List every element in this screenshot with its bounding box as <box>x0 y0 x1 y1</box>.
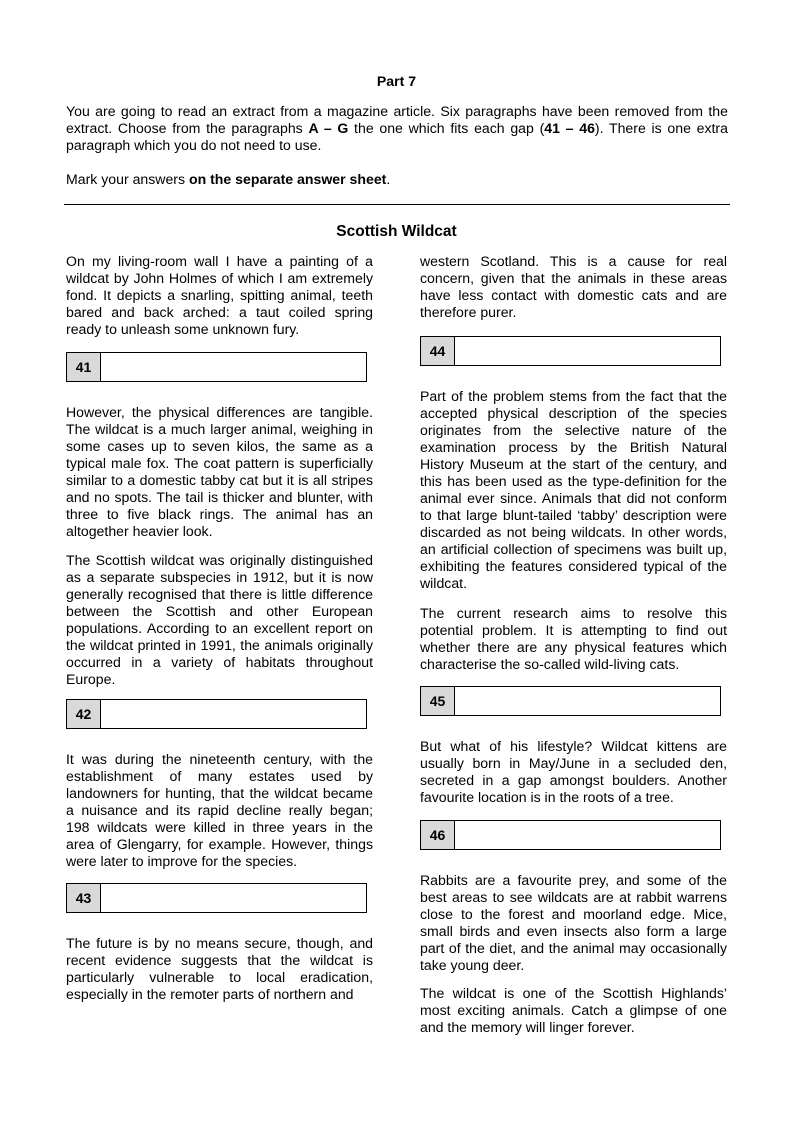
gap-42-box[interactable] <box>66 699 367 729</box>
gap-41-box[interactable] <box>66 352 367 382</box>
gap-answer-space[interactable] <box>101 700 366 728</box>
gap-answer-space[interactable] <box>101 884 366 912</box>
right-paragraph-5: Rabbits are a favourite prey, and some of the best areas to see wildcats are at rabbit warrens close to the forest and moorland edge. Mice, small birds and even insects also form a large part of the diet, and the animal may occasionally take young deer. <box>420 872 727 973</box>
gap-43-box[interactable] <box>66 883 367 913</box>
mark-line-bold: on the separate answer sheet <box>188 171 387 187</box>
divider-rule <box>64 204 730 205</box>
gap-number: 42 <box>67 700 101 728</box>
gap-answer-space[interactable] <box>455 821 720 849</box>
right-paragraph-6: The wildcat is one of the Scottish Highlands’ most exciting animals. Catch a glimpse of one and the memory will linger forever. <box>420 985 727 1035</box>
article-title: Scottish Wildcat <box>336 223 457 240</box>
instructions-bold-gaps: 41 – 46 <box>544 120 595 136</box>
gap-number: 43 <box>67 884 101 912</box>
gap-number: 41 <box>67 353 101 381</box>
instructions-text-1: You are going to read an extract from a magazine article. Six paragraphs have been removed from the extract. Choose from the paragraphs <box>66 103 728 136</box>
right-column <box>420 253 727 1048</box>
left-paragraph-5: The future is by no means secure, though, and recent evidence suggests that the wildcat is particularly vulnerable to local eradication, especially in the remoter parts of northern and <box>66 935 373 1002</box>
gap-number: 45 <box>421 687 455 715</box>
right-paragraph-3: The current research aims to resolve this potential problem. It is attempting to find out whether there are any physical features which characterise the so-called wild-living cats. <box>420 605 727 672</box>
instructions <box>66 103 728 154</box>
left-paragraph-2: However, the physical differences are tangible. The wildcat is a much larger animal, weighing in some cases up to seven kilos, the same as a typical male fox. The coat pattern is superficially similar to a domestic tabby cat but it is all stripes and no spots. The tail is thicker and blunter, with three to five black rings. The animal has an altogether heavier look. <box>66 404 373 539</box>
gap-46-box[interactable] <box>420 820 721 850</box>
instructions-text-2: the one which fits each gap ( <box>348 120 545 136</box>
left-paragraph-3: The Scottish wildcat was originally distinguished as a separate subspecies in 1912, but it is now generally recognised that there is little difference between the Scottish and other European populations. According to an excellent report on the wildcat printed in 1991, the animals originally occurred in a variety of habitats throughout Europe. <box>66 552 373 687</box>
instructions-text-3: ). There is one extra paragraph which you do not need to use. <box>66 120 728 153</box>
mark-answers-line <box>66 171 728 188</box>
mark-line-text-1: Mark your answers <box>66 171 189 187</box>
gap-answer-space[interactable] <box>455 687 720 715</box>
right-paragraph-1: western Scotland. This is a cause for real concern, given that the animals in these areas have less contact with domestic cats and are therefore purer. <box>420 253 727 320</box>
left-paragraph-1: On my living-room wall I have a painting of a wildcat by John Holmes of which I am extremely fond. It depicts a snarling, spitting animal, teeth bared and back arched: a taut coiled spring ready to unleash some unknown fury. <box>66 253 373 337</box>
gap-answer-space[interactable] <box>455 337 720 365</box>
gap-number: 46 <box>421 821 455 849</box>
gap-45-box[interactable] <box>420 686 721 716</box>
gap-answer-space[interactable] <box>101 353 366 381</box>
left-paragraph-4: It was during the nineteenth century, with the establishment of many estates used by landowners for hunting, that the wildcat became a nuisance and its rapid decline really began; 198 wildcats were killed in three years in the area of Glengarry, for example. However, things were later to improve for the species. <box>66 751 373 869</box>
gap-number: 44 <box>421 337 455 365</box>
part-title: Part 7 <box>376 73 417 89</box>
right-paragraph-4: But what of his lifestyle? Wildcat kittens are usually born in May/June in a secluded den, secreted in a gap amongst boulders. Another favourite location is in the roots of a tree. <box>420 738 727 805</box>
instructions-bold-range: A – G <box>308 120 349 136</box>
gap-44-box[interactable] <box>420 336 721 366</box>
left-column <box>66 253 373 1015</box>
mark-line-text-2: . <box>386 171 391 187</box>
right-paragraph-2: Part of the problem stems from the fact that the accepted physical description of the species originates from the selective nature of the examination process by the British Natural History Museum at the start of the century, and this has been used as the type-definition for the animal ever since. Animals that did not conform to that large blunt-tailed ‘tabby’ description were discarded as not being wildcats. In other words, an artificial collection of specimens was built up, exhibiting the features considered typical of the wildcat. <box>420 388 727 591</box>
